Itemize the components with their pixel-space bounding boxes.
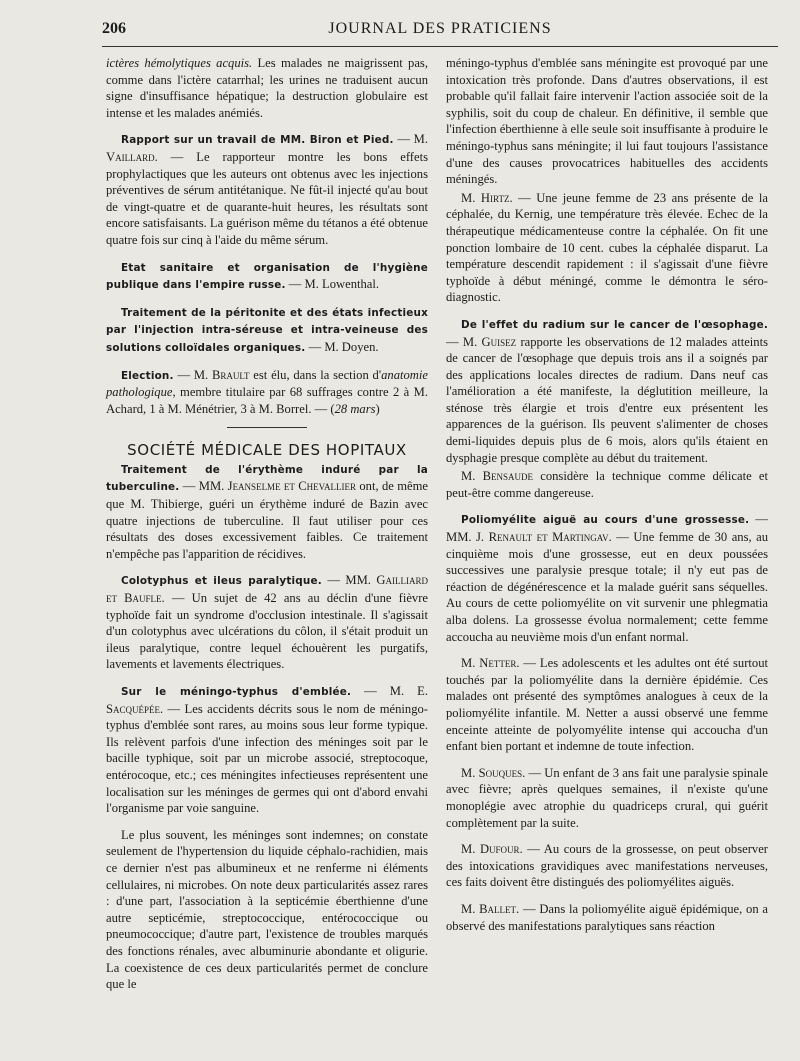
report-text: . — Le rapporteur montre les bons effets prophylactiques que les auteurs ont obtenus avec les injections préventives de sérum antitétanique. Ne fût-il injecté qu'au bout de vingt-quatre et de quarante-huit heures, les résultats sont encore satisfaisants. La guérison même du tétanos a été obtenue quatre fois sur cinq à l'aide du même sérum. <box>106 149 428 247</box>
report-title: Rapport sur un travail de MM. Biron et Pied. <box>121 134 394 147</box>
report-meningo <box>106 683 428 817</box>
report-text: — Les accidents décrits sous le nom de méningo-typhus d'emblée sont rares, au moins sous leur forme typique. Ils relèvent parfois d'une infection des méninges soit par le bacille typhique, soit par un microbe associé, streptocoque, entérocoque, etc.; ces méningites infectieuses représentent une localisation sur les méninges de germes qui ont d'abord envahi l'organisme par voie sanguine. <box>106 701 428 816</box>
author-name: Vaillard <box>106 149 155 164</box>
report-election <box>106 367 428 418</box>
page-number: 206 <box>102 20 126 37</box>
report-title: Traitement de l'érythème induré par la tuberculine. <box>106 463 428 494</box>
report-title: Traitement de la péritonite et des états infectieux par l'injection intra-séreuse et intra-veineuse des solutions colloïdales organiques. <box>106 306 428 354</box>
report-dufour <box>446 841 768 891</box>
right-column <box>446 55 768 936</box>
report-text: rapporte les observations de 12 malades atteints de cancer de l'œsophage que depuis trois ans il a soignés par des applications locales directes de radium. Dans neuf cas l'amélioration a été manifeste, la déglutition meilleure, la sténose très élargie et trois d'entre eux présentent les apparences de la guérison. Ils peuvent s'alimenter de choses demi-liquides depuis plus de 6 mois, alors qu'ils étaient en dysphagie presque complète au début du traitement. <box>446 334 768 465</box>
italic-term: anatomie pathologique <box>106 367 428 400</box>
report-etat-sanitaire <box>106 259 428 294</box>
author-name: Ballet <box>479 901 517 916</box>
author-prefix: M. <box>461 765 479 780</box>
report-text: — Une femme de 30 ans, au cinquième mois d'une grossesse, eut en deux poussées successives une paralysie presque totale; il n'y eut pas de réaction de dégénérescence et la malade guérit sans séquelles. Au cours de cette poliomyélite on vit survenir une phlegmatia alba dolens. La grossesse évolua normalement; cette femme accoucha au neuvième mois d'un enfant normal. <box>446 530 768 644</box>
author-name: Souques <box>478 765 523 780</box>
paragraph-text: Les malades ne maigrissent pas, comme dans l'ictère catarrhal; les urines ne traduisent aucun signe d'insuffisance hépatique; la destruction globulaire est intense et les malades anémiés. <box>106 56 428 120</box>
left-column <box>106 55 428 995</box>
author-prefix: M. <box>461 469 483 484</box>
report-text: . — Une jeune femme de 23 ans présente de la céphalée, du Kernig, une température très élevée. Echec de la thérapeutique médicamenteuse contre la céphalée. On fit une ponction lombaire de 10 cent. cubes la céphalée disparut. La température descendit rapidement : il s'agissait d'une fièvre typhoïde à début méningé, comme le démontra le séro-diagnostic. <box>446 190 768 305</box>
report-poliomyelite <box>446 511 768 645</box>
paragraph-meningo-conclusion: méningo-typhus d'emblée sans méningite est provoqué par une intoxication très profonde. Dans d'autres observations, il est probable qu'il fallait faire intervenir l'action associée soit de la syphilis, soit du coup de chaleur. En définitive, il semble que l'infection éberthienne à elle seule soit insuffisante à produire le méningo-typhus sans méningite; il lui faut toujours l'assistance d'une des causes provocatrices habituelles des accidents méningés. <box>446 56 768 187</box>
paragraph-meningo-continued: Le plus souvent, les méninges sont indemnes; on constate seulement de l'hypertension du liquide céphalo-rachidien, mais ce dernier n'est pas albumineux et ne renferme ni éléments cellulaires, ni microbes. On note deux particularités assez rares : d'une part, l'association à la septicémie éberthienne d'une autre septicémie, streptococcique, entérococcique ou pneumococcique; d'autre part, l'existence de troubles marqués des fonctions rénales, avec albuminurie abondante et oligurie. La coexistence de ces deux particularités permet de conclure que le <box>106 827 428 992</box>
report-text: — Un sujet de 42 ans au déclin d'une fièvre typhoïde fait un syndrome d'occlusion intestinale. Il s'agissait d'un colotyphus avec ulcérations du côlon, il s'était produit un ileus paralytique, contre lequel échouèrent les purgatifs, lavements et lavements électriques. <box>106 591 428 672</box>
report-netter <box>446 655 768 755</box>
author-name: — M. E. Sacquépée. <box>106 684 428 716</box>
page-header <box>102 20 778 42</box>
author-name: — MM. Gailliard et Baufle. <box>106 573 428 606</box>
dash-text: — M. <box>446 334 482 349</box>
report-text: ) <box>375 401 380 416</box>
author-name: — MM. J. Renault et Martingav. <box>446 512 768 545</box>
report-title: Sur le méningo-typhus d'emblée. <box>121 686 352 698</box>
report-title: De l'effet du radium sur le cancer de l'œsophage. <box>461 318 768 331</box>
author-name: Dufour <box>479 842 520 857</box>
section-divider <box>227 427 307 428</box>
report-text: est élu, dans la section d' <box>249 367 382 382</box>
report-title: Election. <box>121 369 174 382</box>
report-title: Colotyphus et ileus paralytique. <box>121 575 322 588</box>
report-title: Etat sanitaire et organisation de l'hygiène publique dans l'empire russe. <box>106 261 428 292</box>
author-prefix: M. <box>461 842 480 857</box>
author-name: Netter <box>479 656 517 671</box>
report-peritonite <box>106 304 428 357</box>
author-name: Hirtz <box>480 190 510 205</box>
header-rule <box>102 46 778 47</box>
election-date: 28 mars <box>334 401 376 416</box>
report-text: . — Au cours de la grossesse, on peut observer des intoxications gravidiques avec manifestations nerveuses, ces faits doivent être distingués des poliomyélites aiguës. <box>446 842 768 890</box>
report-colotyphus <box>106 572 428 673</box>
author-prefix: M. <box>461 656 480 671</box>
report-bensaude <box>446 468 768 501</box>
section-heading: SOCIÉTÉ MÉDICALE DES HOPITAUX <box>127 441 407 460</box>
report-hirtz <box>446 190 768 306</box>
report-radium <box>446 316 768 466</box>
author-name: — MM. Jeanselme et Chevallier <box>179 479 356 494</box>
author-name: Guisez <box>481 334 517 349</box>
dash-text: — M. <box>393 132 428 147</box>
author-name: Brault <box>211 367 250 382</box>
report-text: considère la technique comme délicate et peut-être comme dangereuse. <box>446 469 769 500</box>
report-souques <box>446 765 768 831</box>
italic-term: ictères hémolytiques acquis. <box>106 56 253 70</box>
report-text: , membre titulaire par 68 suffrages contre 2 à M. Achard, 1 à M. Ménétrier, 3 à M. Borrel. — ( <box>106 385 428 416</box>
author-prefix: M. <box>461 901 480 916</box>
author-name: — M. Doyen. <box>305 339 379 354</box>
report-text: ont, de même que M. Thibierge, guéri un érythème induré de Bazin avec quatre injections de tuberculine. Il faut utiliser pour ces résultats des doses excessivement faibles. Ce traitement n'empêche pas l'apparition de récidives. <box>106 479 428 561</box>
report-ballet <box>446 901 768 934</box>
report-text: . — Dans la poliomyélite aiguë épidémique, on a observé des manifestations paralytiques sans réaction <box>446 901 768 933</box>
report-text: . — Les adolescents et les adultes ont été surtout touchés par la poliomyélite dans la dernière épidémie. Ces malades ont présenté des symptômes analogues à ceux de la poliomyélite infantile. M. Netter a aussi observé une femme enceinte atteinte de polyomyélite intense qui accoucha d'un enfant bien portant et indemne de toute infection. <box>446 656 768 754</box>
dash-text: — M. <box>173 367 212 382</box>
author-prefix: M. <box>461 190 481 205</box>
report-text: . — Un enfant de 3 ans fait une paralysie spinale avec fièvre; après quelques semaines, il n'existe qu'une monoplégie avec atrophie du quadriceps crural, qui guérit complètement par la suite. <box>446 765 768 830</box>
journal-title: JOURNAL DES PRATICIENS <box>328 20 552 37</box>
report-erytheme <box>106 461 428 563</box>
report-vaillard <box>106 131 428 248</box>
paragraph-icteres <box>106 55 428 121</box>
author-name: — M. Lowenthal. <box>285 277 380 292</box>
report-title: Poliomyélite aiguë au cours d'une grossesse. <box>461 514 750 527</box>
author-name: Bensaude <box>482 469 533 484</box>
